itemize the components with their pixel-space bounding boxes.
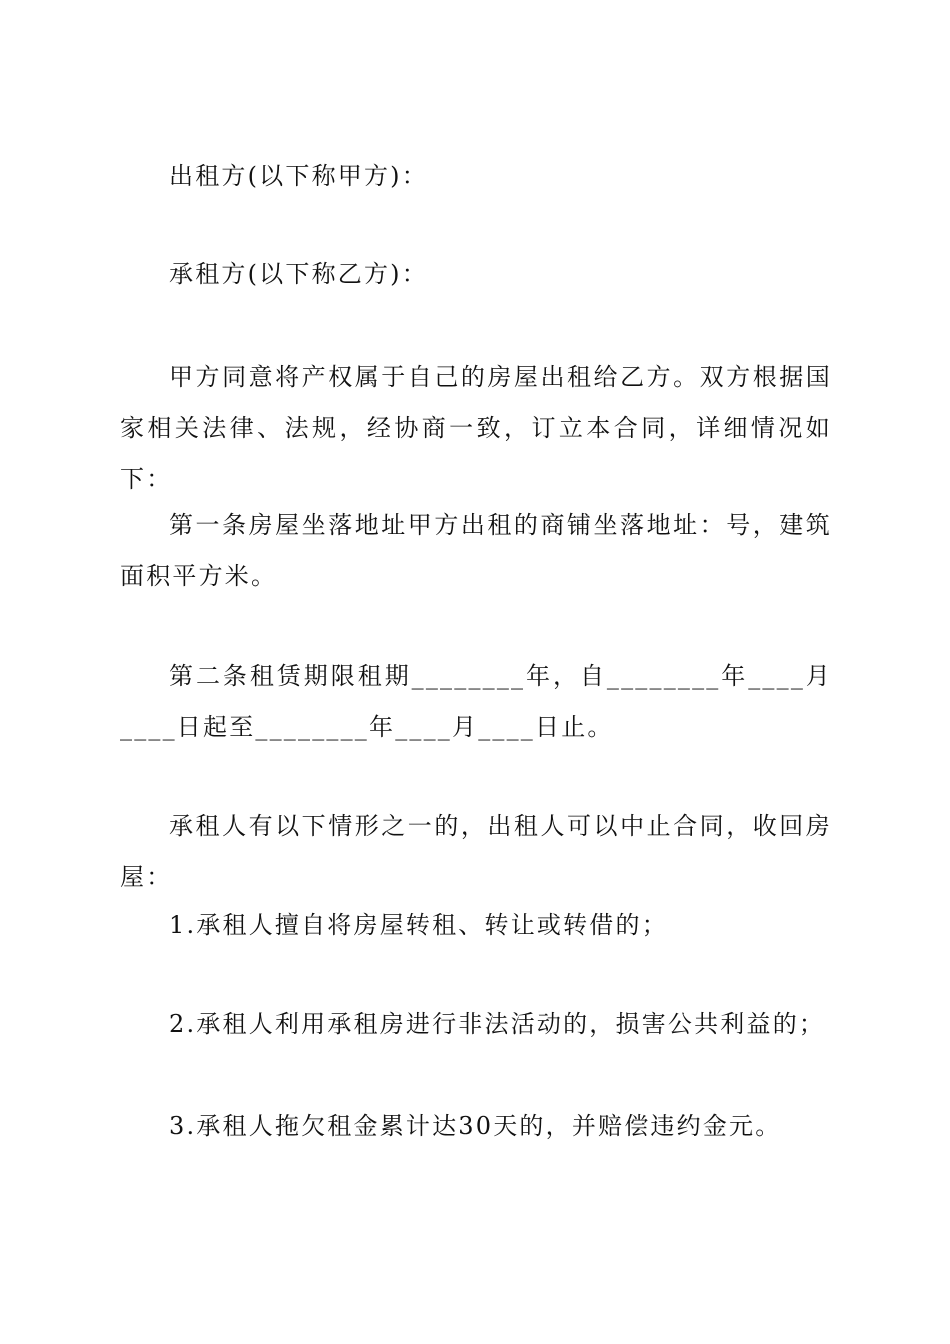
condition-item-3: 3.承租人拖欠租金累计达30天的，并赔偿违约金元。 — [169, 1112, 782, 1140]
termination-conditions-intro: 承租人有以下情形之一的，出租人可以中止合同，收回房屋： — [120, 812, 832, 891]
article-1-address: 第一条房屋坐落地址甲方出租的商铺坐落地址：号，建筑面积平方米。 — [120, 511, 832, 590]
lessee-line: 承租方(以下称乙方)： — [169, 260, 428, 288]
article-2-term: 第二条租赁期限租期________年，自________年____月____日起至________年____月____日止。 — [120, 662, 832, 741]
condition-item-2: 2.承租人利用承租房进行非法活动的，损害公共利益的； — [169, 1010, 826, 1038]
agreement-preamble: 甲方同意将产权属于自己的房屋出租给乙方。双方根据国家相关法律、法规，经协商一致，订立本合同，详细情况如下： — [120, 363, 832, 493]
lessor-line: 出租方(以下称甲方)： — [169, 162, 428, 190]
condition-item-1: 1.承租人擅自将房屋转租、转让或转借的； — [169, 911, 668, 939]
